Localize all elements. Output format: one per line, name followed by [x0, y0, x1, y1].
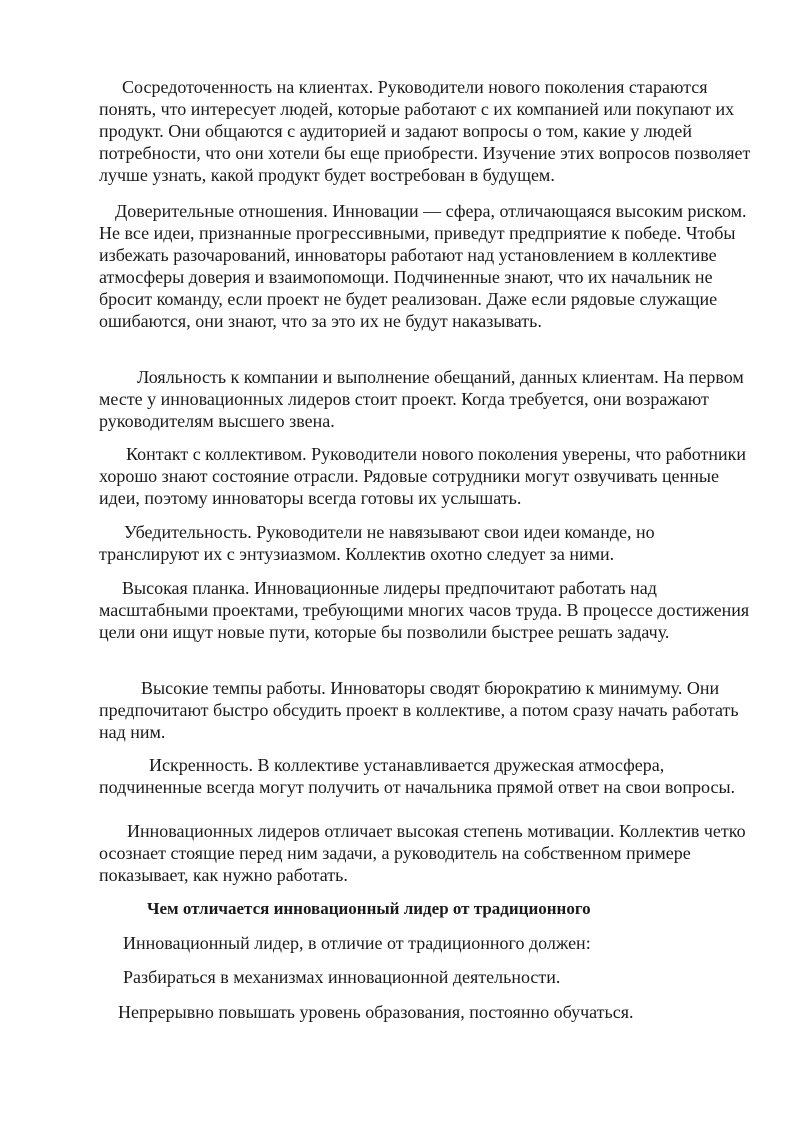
paragraph-motivation: Инновационных лидеров отличает высокая степень мотивации. Коллектив четко осознает стоящие перед ним задачи, а руководитель на собственном примере показывает, как нужно работать.: [99, 821, 746, 885]
paragraph-team-contact: Контакт с коллективом. Руководители нового поколения уверены, что работники хорошо знают состояние отрасли. Рядовые сотрудники могут озвучивать ценные идеи, поэтому инноваторы всегда готовы их услышать.: [99, 444, 747, 508]
paragraph-continuous-learning: Непрерывно повышать уровень образования, постоянно обучаться.: [118, 1002, 634, 1022]
paragraph-work-pace: Высокие темпы работы. Инноваторы сводят бюрократию к минимуму. Они предпочитают быстро обсудить проект в коллективе, а потом сразу начать работать над ним.: [99, 678, 739, 742]
paragraph-understand-mechanisms: Разбираться в механизмах инновационной деятельности.: [123, 967, 561, 987]
paragraph-customer-focus: Сосредоточенность на клиентах. Руководители нового поколения стараются понять, что интересует людей, которые работают с их компанией или покупают их продукт. Они общаются с аудиторией и задают вопросы о том, какие у людей потребности, что они хотели бы еще приобрести. Изучение этих вопросов позволяет лучше узнать, какой продукт будет востребован в будущем.: [99, 77, 751, 185]
paragraph-high-bar: Высокая планка. Инновационные лидеры предпочитают работать над масштабными проектами, требующими многих часов труда. В процессе достижения цели они ищут новые пути, которые бы позволили быстрее решать задачу.: [99, 578, 750, 642]
paragraph-loyalty: Лояльность к компании и выполнение обещаний, данных клиентам. На первом месте у инновационных лидеров стоит проект. Когда требуется, они возражают руководителям высшего звена.: [99, 367, 744, 431]
section-heading: Чем отличается инновационный лидер от традиционного: [147, 899, 591, 918]
paragraph-trust: Доверительные отношения. Инновации — сфера, отличающаяся высоким риском. Не все идеи, признанные прогрессивными, приведут предприятие к победе. Чтобы избежать разочарований, инноваторы работают над установлением в коллективе атмосферы доверия и взаимопомощи. Подчиненные знают, что их начальник не бросит команду, если проект не будет реализован. Даже если рядовые служащие ошибаются, они знают, что за это их не будут наказывать.: [99, 201, 747, 331]
paragraph-innovative-leader-must: Инновационный лидер, в отличие от традиционного должен:: [123, 933, 591, 953]
paragraph-sincerity: Искренность. В коллективе устанавливается дружеская атмосфера, подчиненные всегда могут получить от начальника прямой ответ на свои вопросы.: [99, 755, 736, 797]
paragraph-persuasiveness: Убедительность. Руководители не навязывают свои идеи команде, но транслируют их с энтузиазмом. Коллектив охотно следует за ними.: [99, 522, 655, 564]
